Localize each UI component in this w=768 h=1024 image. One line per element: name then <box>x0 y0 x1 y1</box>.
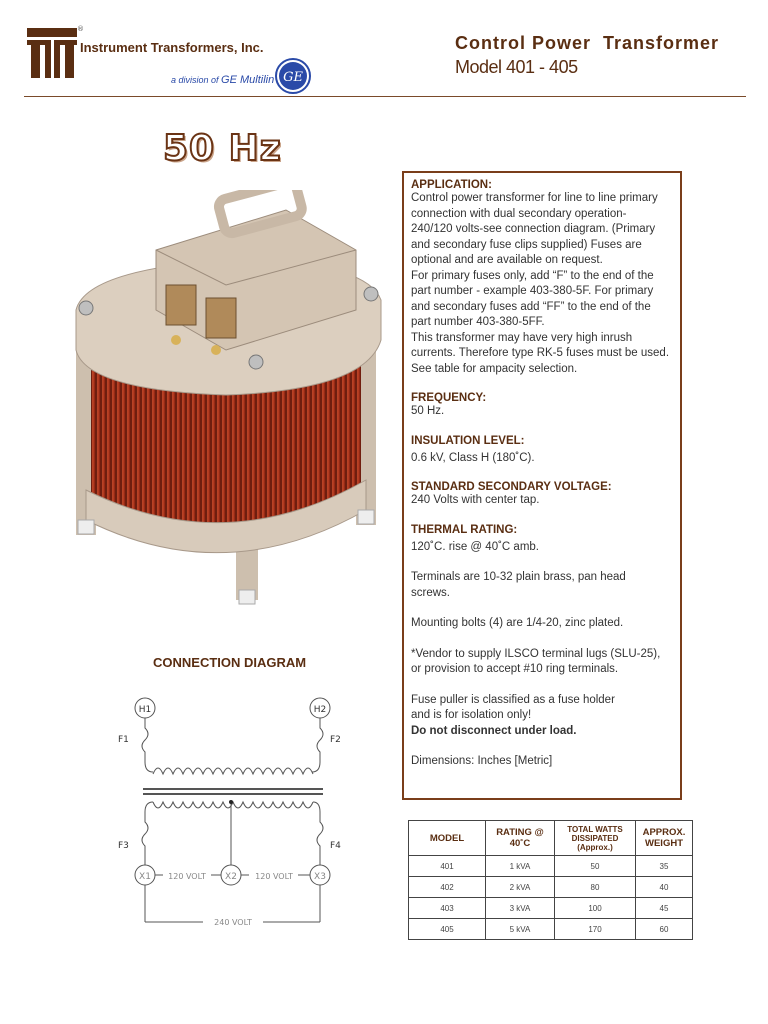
frequency-heading: 50 Hz <box>163 128 282 169</box>
vendor-line: *Vendor to supply ILSCO terminal lugs (SLU-25), <box>411 647 661 660</box>
cell: 60 <box>636 919 693 940</box>
cell: 405 <box>409 919 486 940</box>
division-line <box>171 74 274 86</box>
frequency-spec-heading: FREQUENCY: <box>411 392 487 404</box>
col-model: MODEL <box>409 821 486 856</box>
terminals-line: screws. <box>411 586 450 599</box>
h2-label: H2 <box>313 705 327 715</box>
document-title: Control Power Transformer <box>455 33 720 53</box>
application-line: part number - example 403-380-5F. For primary <box>411 285 654 297</box>
dimensions-note: Dimensions: Inches [Metric] <box>411 755 553 767</box>
voltage-label-120-left: 120 VOLT <box>168 872 206 881</box>
model-range: Model 401 - 405 <box>455 57 578 77</box>
application-line: This transformer may have very high inrush <box>411 331 633 344</box>
application-line: optional and are available on request. <box>411 254 603 266</box>
terminals-line: Terminals are 10-32 plain brass, pan head <box>411 571 626 583</box>
voltage-value: 240 Volts with center tap. <box>411 494 540 506</box>
application-line: and secondary fuses add “FF” to the end of the <box>411 300 651 313</box>
cell: 170 <box>555 919 636 940</box>
cell: 45 <box>636 898 693 919</box>
warning-text: Do not disconnect under load. <box>411 724 577 737</box>
f3-label: F3 <box>118 841 129 851</box>
table-row <box>409 877 693 898</box>
application-line: See table for ampacity selection. <box>411 362 578 375</box>
ge-logo-icon <box>275 58 311 94</box>
thermal-heading: THERMAL RATING: <box>411 523 518 536</box>
voltage-heading: STANDARD SECONDARY VOLTAGE: <box>411 481 612 493</box>
application-line: For primary fuses only, add “F” to the end of the <box>411 269 654 282</box>
table-row <box>409 919 693 940</box>
table-row <box>409 898 693 919</box>
cell: 100 <box>555 898 636 919</box>
cell: 1 kVA <box>486 856 555 877</box>
insulation-heading: INSULATION LEVEL: <box>411 434 525 447</box>
frequency-value: 50 Hz. <box>411 405 445 417</box>
x3-label: X3 <box>314 872 326 882</box>
f4-label: F4 <box>330 841 341 851</box>
specification-box <box>402 171 682 800</box>
f1-label: F1 <box>118 735 129 745</box>
cell: 5 kVA <box>486 919 555 940</box>
table-header-row <box>409 821 693 856</box>
transformer-photo <box>66 190 391 610</box>
mounting-text: Mounting bolts (4) are 1/4-20, zinc plated. <box>411 617 624 629</box>
division-prefix: a division of <box>171 75 219 85</box>
vendor-line: or provision to accept #10 ring terminals. <box>411 663 619 675</box>
application-heading: APPLICATION: <box>411 179 492 191</box>
model-table <box>408 820 693 940</box>
cell: 3 kVA <box>486 898 555 919</box>
connection-diagram-title: CONNECTION DIAGRAM <box>153 655 307 670</box>
insulation-value: 0.6 kV, Class H (180˚C). <box>411 451 535 464</box>
registered-mark: ® <box>77 25 84 33</box>
x2-label: X2 <box>225 872 237 882</box>
x1-label: X1 <box>139 872 151 882</box>
application-line: 240/120 volts-see connection diagram. (Primary <box>411 223 656 235</box>
cell: 35 <box>636 856 693 877</box>
connection-diagram <box>108 690 358 935</box>
application-line: part number 403-380-5FF. <box>411 316 545 328</box>
header-divider <box>24 96 746 97</box>
application-line: currents. Therefore type RK-5 fuses must be used. <box>411 347 670 359</box>
svg-text:GE: GE <box>283 70 303 85</box>
cell: 80 <box>555 877 636 898</box>
company-name: Instrument Transformers, Inc. <box>80 40 264 55</box>
company-logo <box>27 28 77 78</box>
cell: 401 <box>409 856 486 877</box>
col-watts: TOTAL WATTS DISSIPATED (Approx.) <box>555 821 636 856</box>
application-line: and secondary fuse clips supplied) Fuses are <box>411 238 642 251</box>
voltage-label-120-right: 120 VOLT <box>255 872 293 881</box>
cell: 403 <box>409 898 486 919</box>
application-line: Control power transformer for line to line primary <box>411 192 658 204</box>
h1-label: H1 <box>138 705 152 715</box>
voltage-label-240: 240 VOLT <box>214 918 252 927</box>
col-rating: RATING @ 40˚C <box>486 821 555 856</box>
fuse-line: Fuse puller is classified as a fuse holder <box>411 693 615 706</box>
table-row <box>409 856 693 877</box>
cell: 2 kVA <box>486 877 555 898</box>
cell: 50 <box>555 856 636 877</box>
division-name: GE Multilin <box>221 74 275 86</box>
f2-label: F2 <box>330 735 341 745</box>
col-weight: APPROX. WEIGHT <box>636 821 693 856</box>
cell: 40 <box>636 877 693 898</box>
application-line: connection with dual secondary operation- <box>411 207 627 220</box>
thermal-value: 120˚C. rise @ 40˚C amb. <box>411 540 539 553</box>
fuse-line: and is for isolation only! <box>411 709 532 721</box>
cell: 402 <box>409 877 486 898</box>
